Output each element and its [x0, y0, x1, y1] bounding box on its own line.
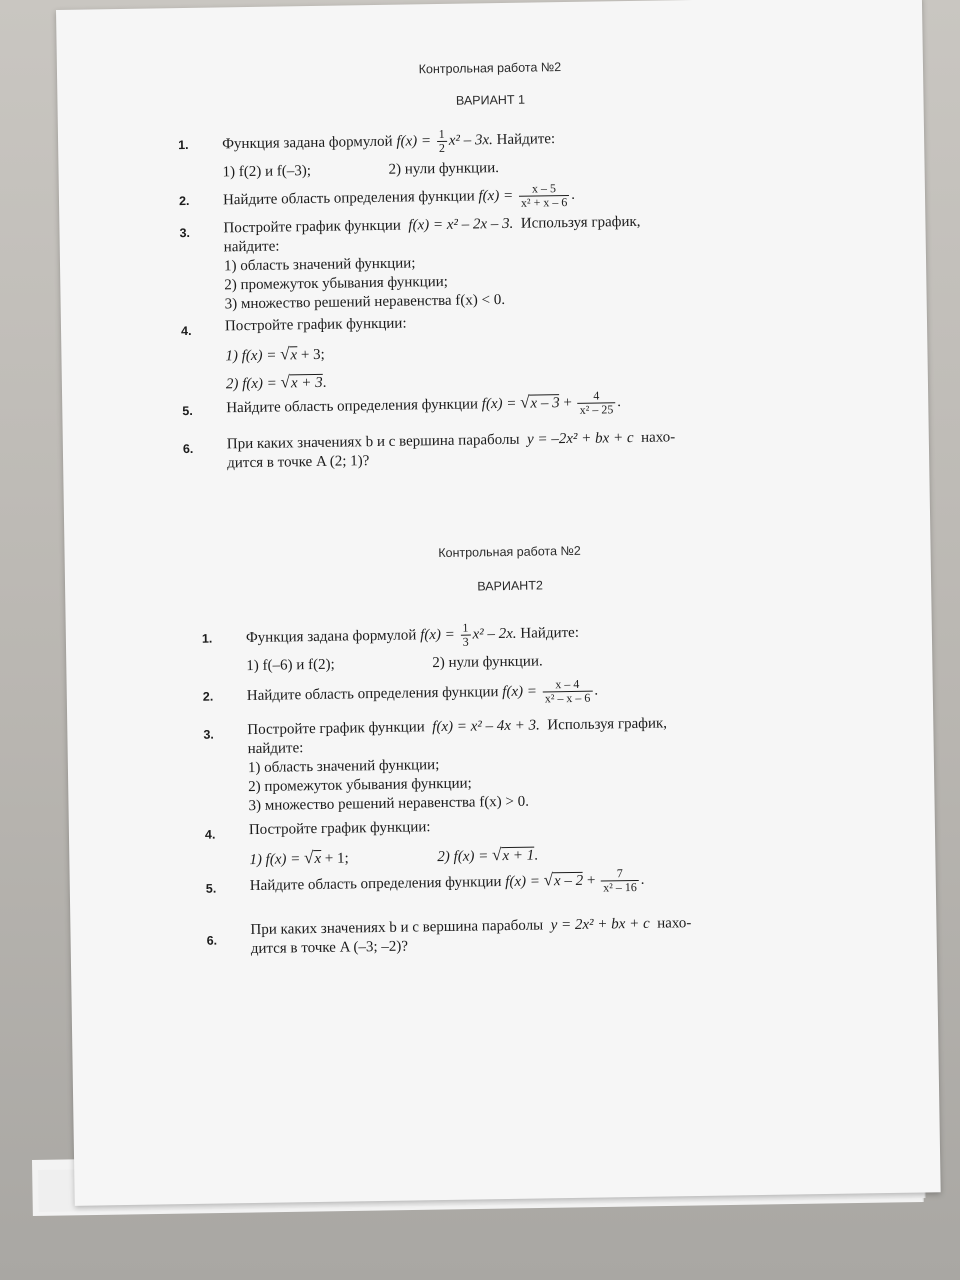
task-number: 4. — [180, 323, 192, 339]
square-root: x + 1 — [502, 847, 535, 865]
task-number: 5. — [182, 403, 193, 419]
task-text: Найдите область определения функции f(x) = $\frac{x - 4}{\text{x² – x – 6}}$ . — [246, 676, 599, 706]
subtask: 3) множество решений неравенства f(x) < 0. — [224, 291, 506, 313]
task-continuation: дится в точке A (–3; –2)? — [250, 938, 409, 958]
task-number: 3. — [179, 225, 191, 241]
subtask: 2) f(x) = √x + 3. — [225, 372, 327, 393]
task-continuation: найдите: — [223, 238, 280, 256]
task-number: 2. — [178, 193, 190, 209]
worksheet-page — [56, 0, 941, 1206]
square-root: x — [314, 850, 322, 868]
subtask: 2) промежуток убывания функции; — [224, 273, 449, 294]
fraction: $\frac{x - 5}{\text{x² + x – 6}}$ — [519, 182, 570, 210]
subtask: 1) область значений функции; — [247, 757, 440, 777]
task-number: 1. — [201, 631, 213, 646]
square-root: x + 3 — [290, 374, 323, 392]
subtask: 2) f(x) = √x + 1. — [437, 845, 539, 866]
task-text: Постройте график функции f(x) = x² – 2x – 3. Используя график, — [223, 213, 641, 237]
task-text: Постройте график функции: — [224, 315, 407, 335]
task-number: 3. — [203, 727, 214, 742]
square-root: x – 3 — [530, 395, 560, 412]
square-root: x – 2 — [553, 872, 584, 890]
subtask: 1) f(x) = √x + 1; — [249, 848, 349, 869]
subtask: 2) промежуток убывания функции; — [248, 775, 472, 796]
fraction: $\frac{x - 4}{\text{x² – x – 6}}$ — [542, 678, 592, 706]
task-text: При каких значениях b и c вершина параболы y = 2x² + bx + c нахо- — [250, 915, 692, 939]
task-continuation: дится в точке A (2; 1)? — [227, 453, 370, 472]
task-continuation: найдите: — [247, 740, 304, 758]
fraction: $\frac{1}{3}$ — [462, 620, 469, 649]
subtask: 3) множество решений неравенства f(x) > 0. — [248, 793, 530, 815]
subtask: 1) f(2) и f(–3); — [222, 163, 312, 181]
task-number: 1. — [178, 137, 189, 153]
task-number: 2. — [202, 689, 214, 704]
task-text: Найдите область определения функции f(x) = $\frac{x - 5}{\text{x² + x – 6}}$ . — [222, 181, 576, 210]
document-title: Контрольная работа №2 — [418, 60, 562, 77]
fraction: $\frac{7}{\text{x² – 16}}$ — [601, 867, 639, 895]
task-number: 6. — [206, 933, 218, 948]
subtask: 2) нули функции. — [388, 160, 500, 178]
task-text: Функция задана формулой f(x) = $\frac{1}{3}$ x² – 2x. Найдите: — [245, 620, 580, 649]
task-number: 4. — [204, 827, 216, 842]
task-number: 5. — [205, 881, 217, 896]
task-text: Функция задана формулой f(x) = $\frac{1}{2}$ x² – 3x. Найдите: — [222, 126, 556, 156]
variant-label: ВАРИАНТ2 — [477, 578, 543, 594]
square-root: x — [290, 347, 298, 364]
subtask: 1) f(x) = √x + 3; — [225, 344, 325, 365]
subtask: 1) область значений функции; — [223, 255, 416, 275]
subtask: 1) f(–6) и f(2); — [246, 656, 335, 675]
task-text: Найдите область определения функции f(x) = √x – 3 + $\frac{4}{\text{x² – 25}}$ . — [226, 388, 622, 417]
task-number: 6. — [182, 441, 194, 457]
task-text: Найдите область определения функции f(x) = √x – 2 + $\frac{7}{\text{x² – 16}}$ . — [249, 866, 645, 895]
variant-label: ВАРИАНТ 1 — [455, 92, 526, 108]
fraction: $\frac{4}{\text{x² – 25}}$ — [577, 389, 615, 417]
document-title: Контрольная работа №2 — [438, 543, 581, 561]
task-text: Постройте график функции f(x) = x² – 4x + 3. Используя график, — [247, 715, 668, 739]
fraction: $\frac{1}{2}$ — [438, 126, 446, 156]
task-text: Постройте график функции: — [248, 819, 431, 839]
task-text: При каких значениях b и c вершина параболы y = –2x² + bx + c нахо- — [226, 429, 676, 453]
subtask: 2) нули функции. — [432, 653, 543, 672]
